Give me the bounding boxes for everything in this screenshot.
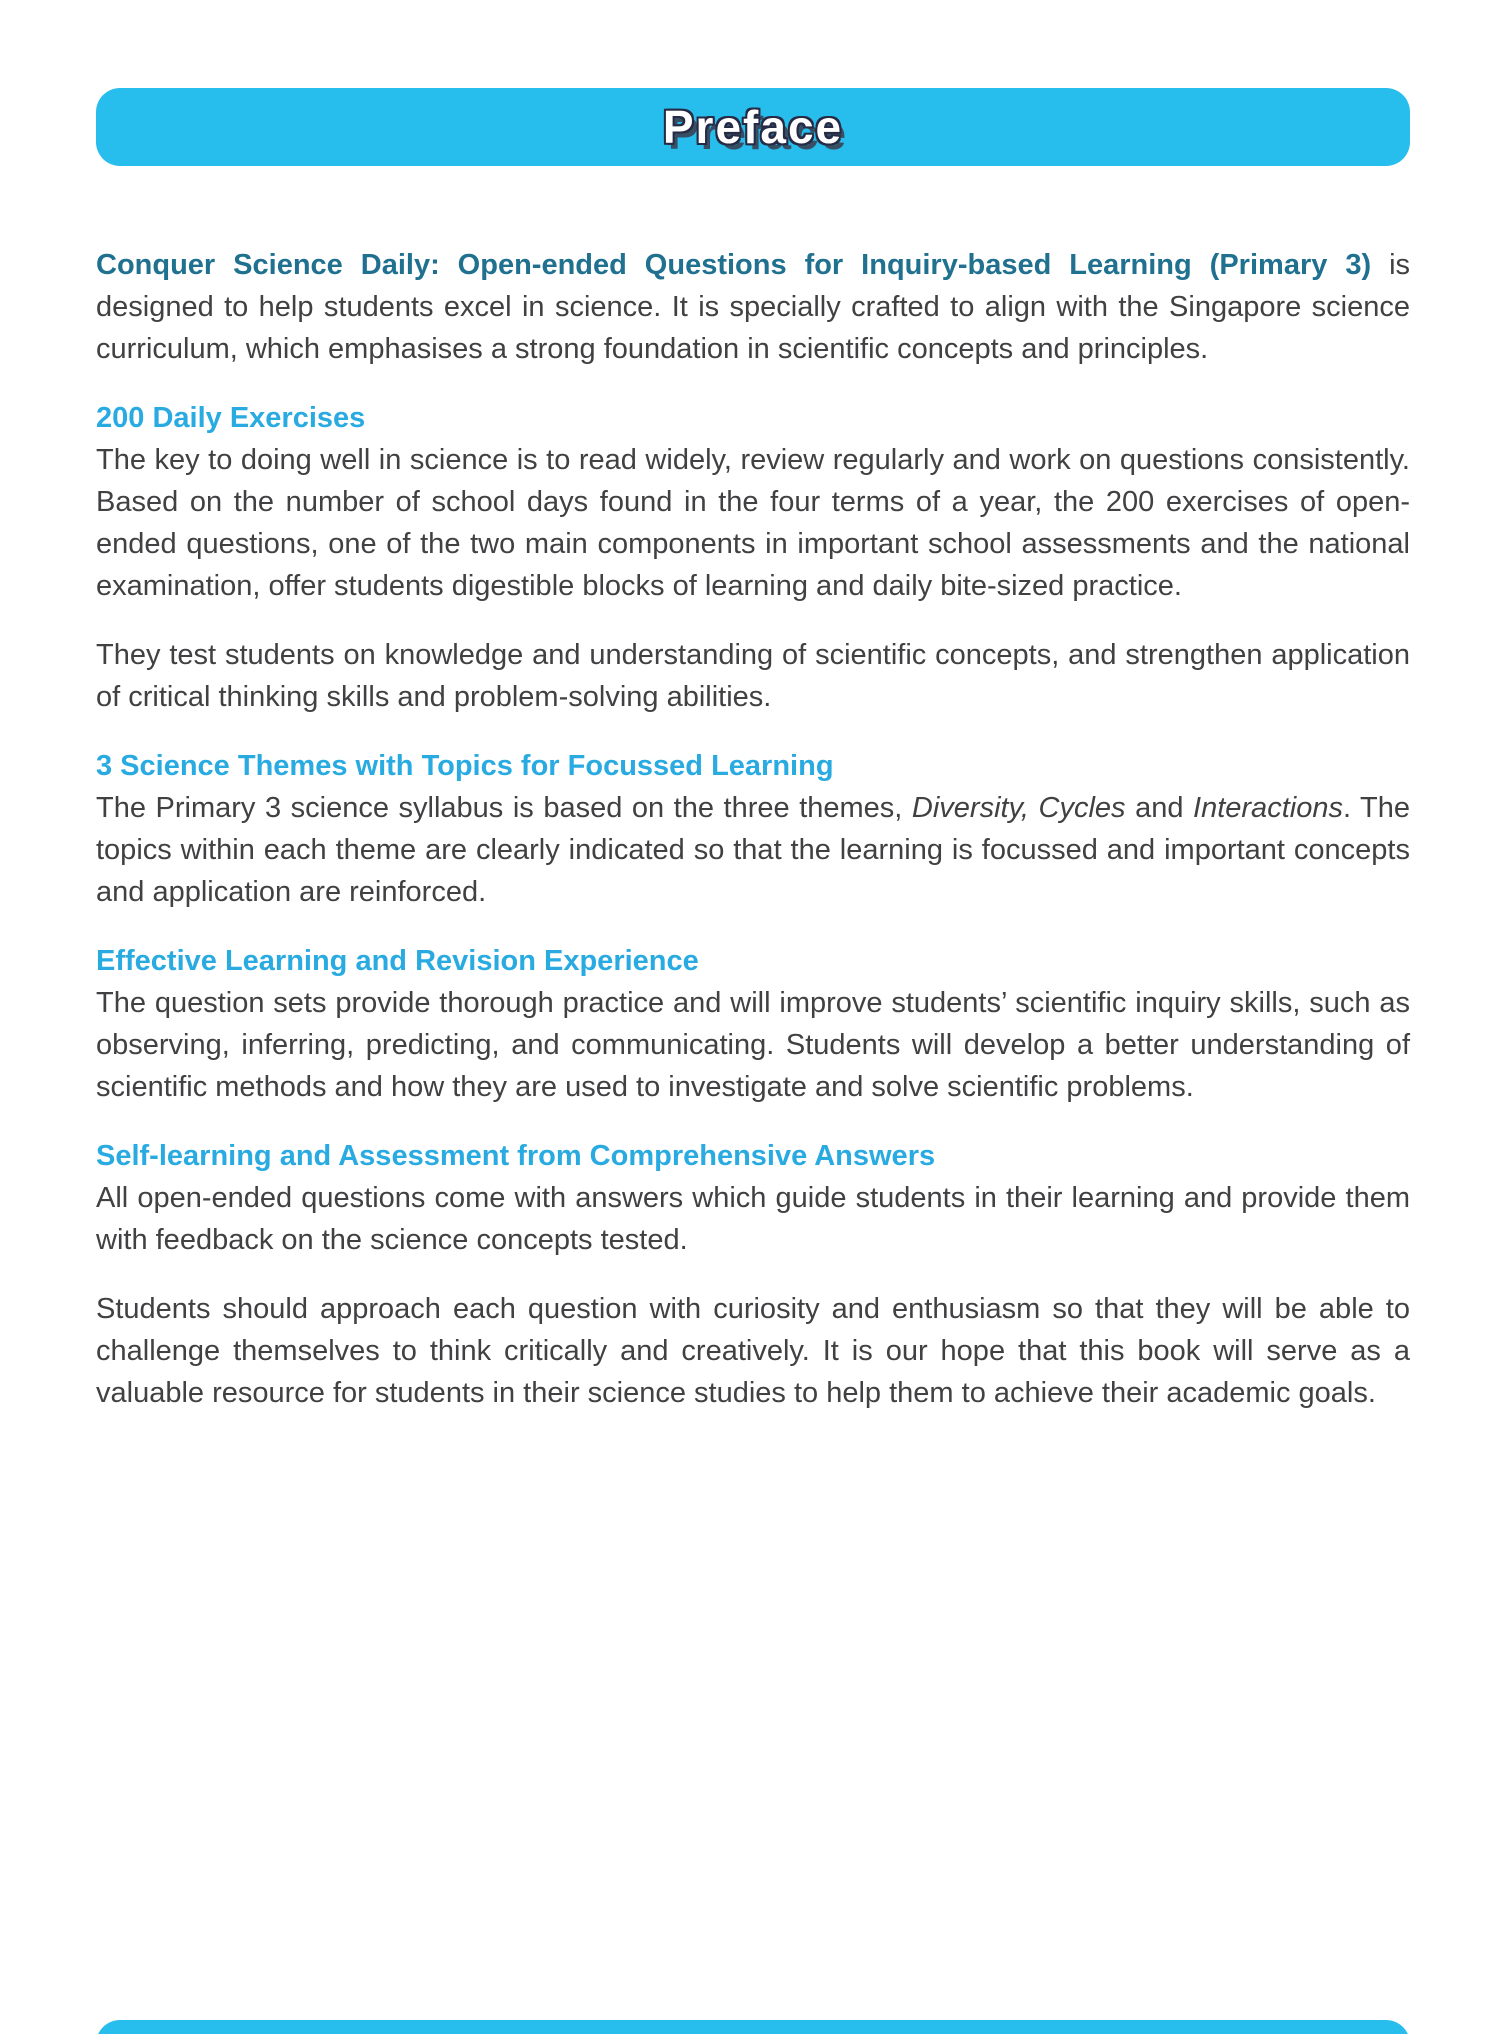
book-title-bold: Conquer Science Daily: Open-ended Questions for Inquiry-based Learning (Primary 3) <box>96 249 1372 281</box>
page-title: Preface <box>662 101 844 153</box>
footer-band <box>96 2020 1410 2034</box>
themes-segment-2: and <box>1125 792 1194 824</box>
preface-banner <box>96 88 1410 166</box>
section-heading-science-themes: 3 Science Themes with Topics for Focussed Learning <box>96 750 834 782</box>
intro-rest-text: is designed to help students excel in science. It is specially crafted to align with the Singapore science curriculum, which emphasises a strong foundation in scientific concepts and principles. <box>96 249 1411 365</box>
intro-paragraph <box>96 244 1410 370</box>
preface-content <box>96 244 1410 1414</box>
section-heading-effective-learning: Effective Learning and Revision Experience <box>96 945 699 977</box>
paragraph-effective-learning: The question sets provide thorough practice and will improve students’ scientific inquiry skills, such as observing, inferring, predicting, and communicating. Students will develop a better understanding of scientific methods and how they are used to investigate and solve scientific problems. <box>96 987 1410 1103</box>
section-heading-200-daily-exercises: 200 Daily Exercises <box>96 402 366 434</box>
section-heading-self-learning: Self-learning and Assessment from Comprehensive Answers <box>96 1140 936 1172</box>
themes-segment-3: . The topics within each theme are clearly indicated so that the learning is focussed and important concepts and application are reinforced. <box>96 792 1411 908</box>
themes-segment-1: The Primary 3 science syllabus is based on the three themes, <box>96 792 912 824</box>
paragraph-self-learning-1: All open-ended questions come with answers which guide students in their learning and provide them with feedback on the science concepts tested. <box>96 1182 1410 1256</box>
themes-segment-italic-1: Diversity, Cycles <box>911 792 1126 824</box>
paragraph-science-themes <box>96 787 1410 913</box>
paragraph-self-learning-2: Students should approach each question with curiosity and enthusiasm so that they will be able to challenge themselves to think critically and creatively. It is our hope that this book will serve as a valuable resource for students in their science studies to help them to achieve their academic goals. <box>96 1293 1410 1409</box>
paragraph-daily-exercises-2: They test students on knowledge and understanding of scientific concepts, and strengthen application of critical thinking skills and problem-solving abilities. <box>96 639 1410 713</box>
paragraph-daily-exercises-1: The key to doing well in science is to read widely, review regularly and work on questions consistently. Based on the number of school days found in the four terms of a year, the 200 exercises of open-ended questions, one of the two main components in important school assessments and the national examination, offer students digestible blocks of learning and daily bite-sized practice. <box>96 444 1410 602</box>
themes-segment-italic-2: Interactions <box>1193 792 1343 824</box>
